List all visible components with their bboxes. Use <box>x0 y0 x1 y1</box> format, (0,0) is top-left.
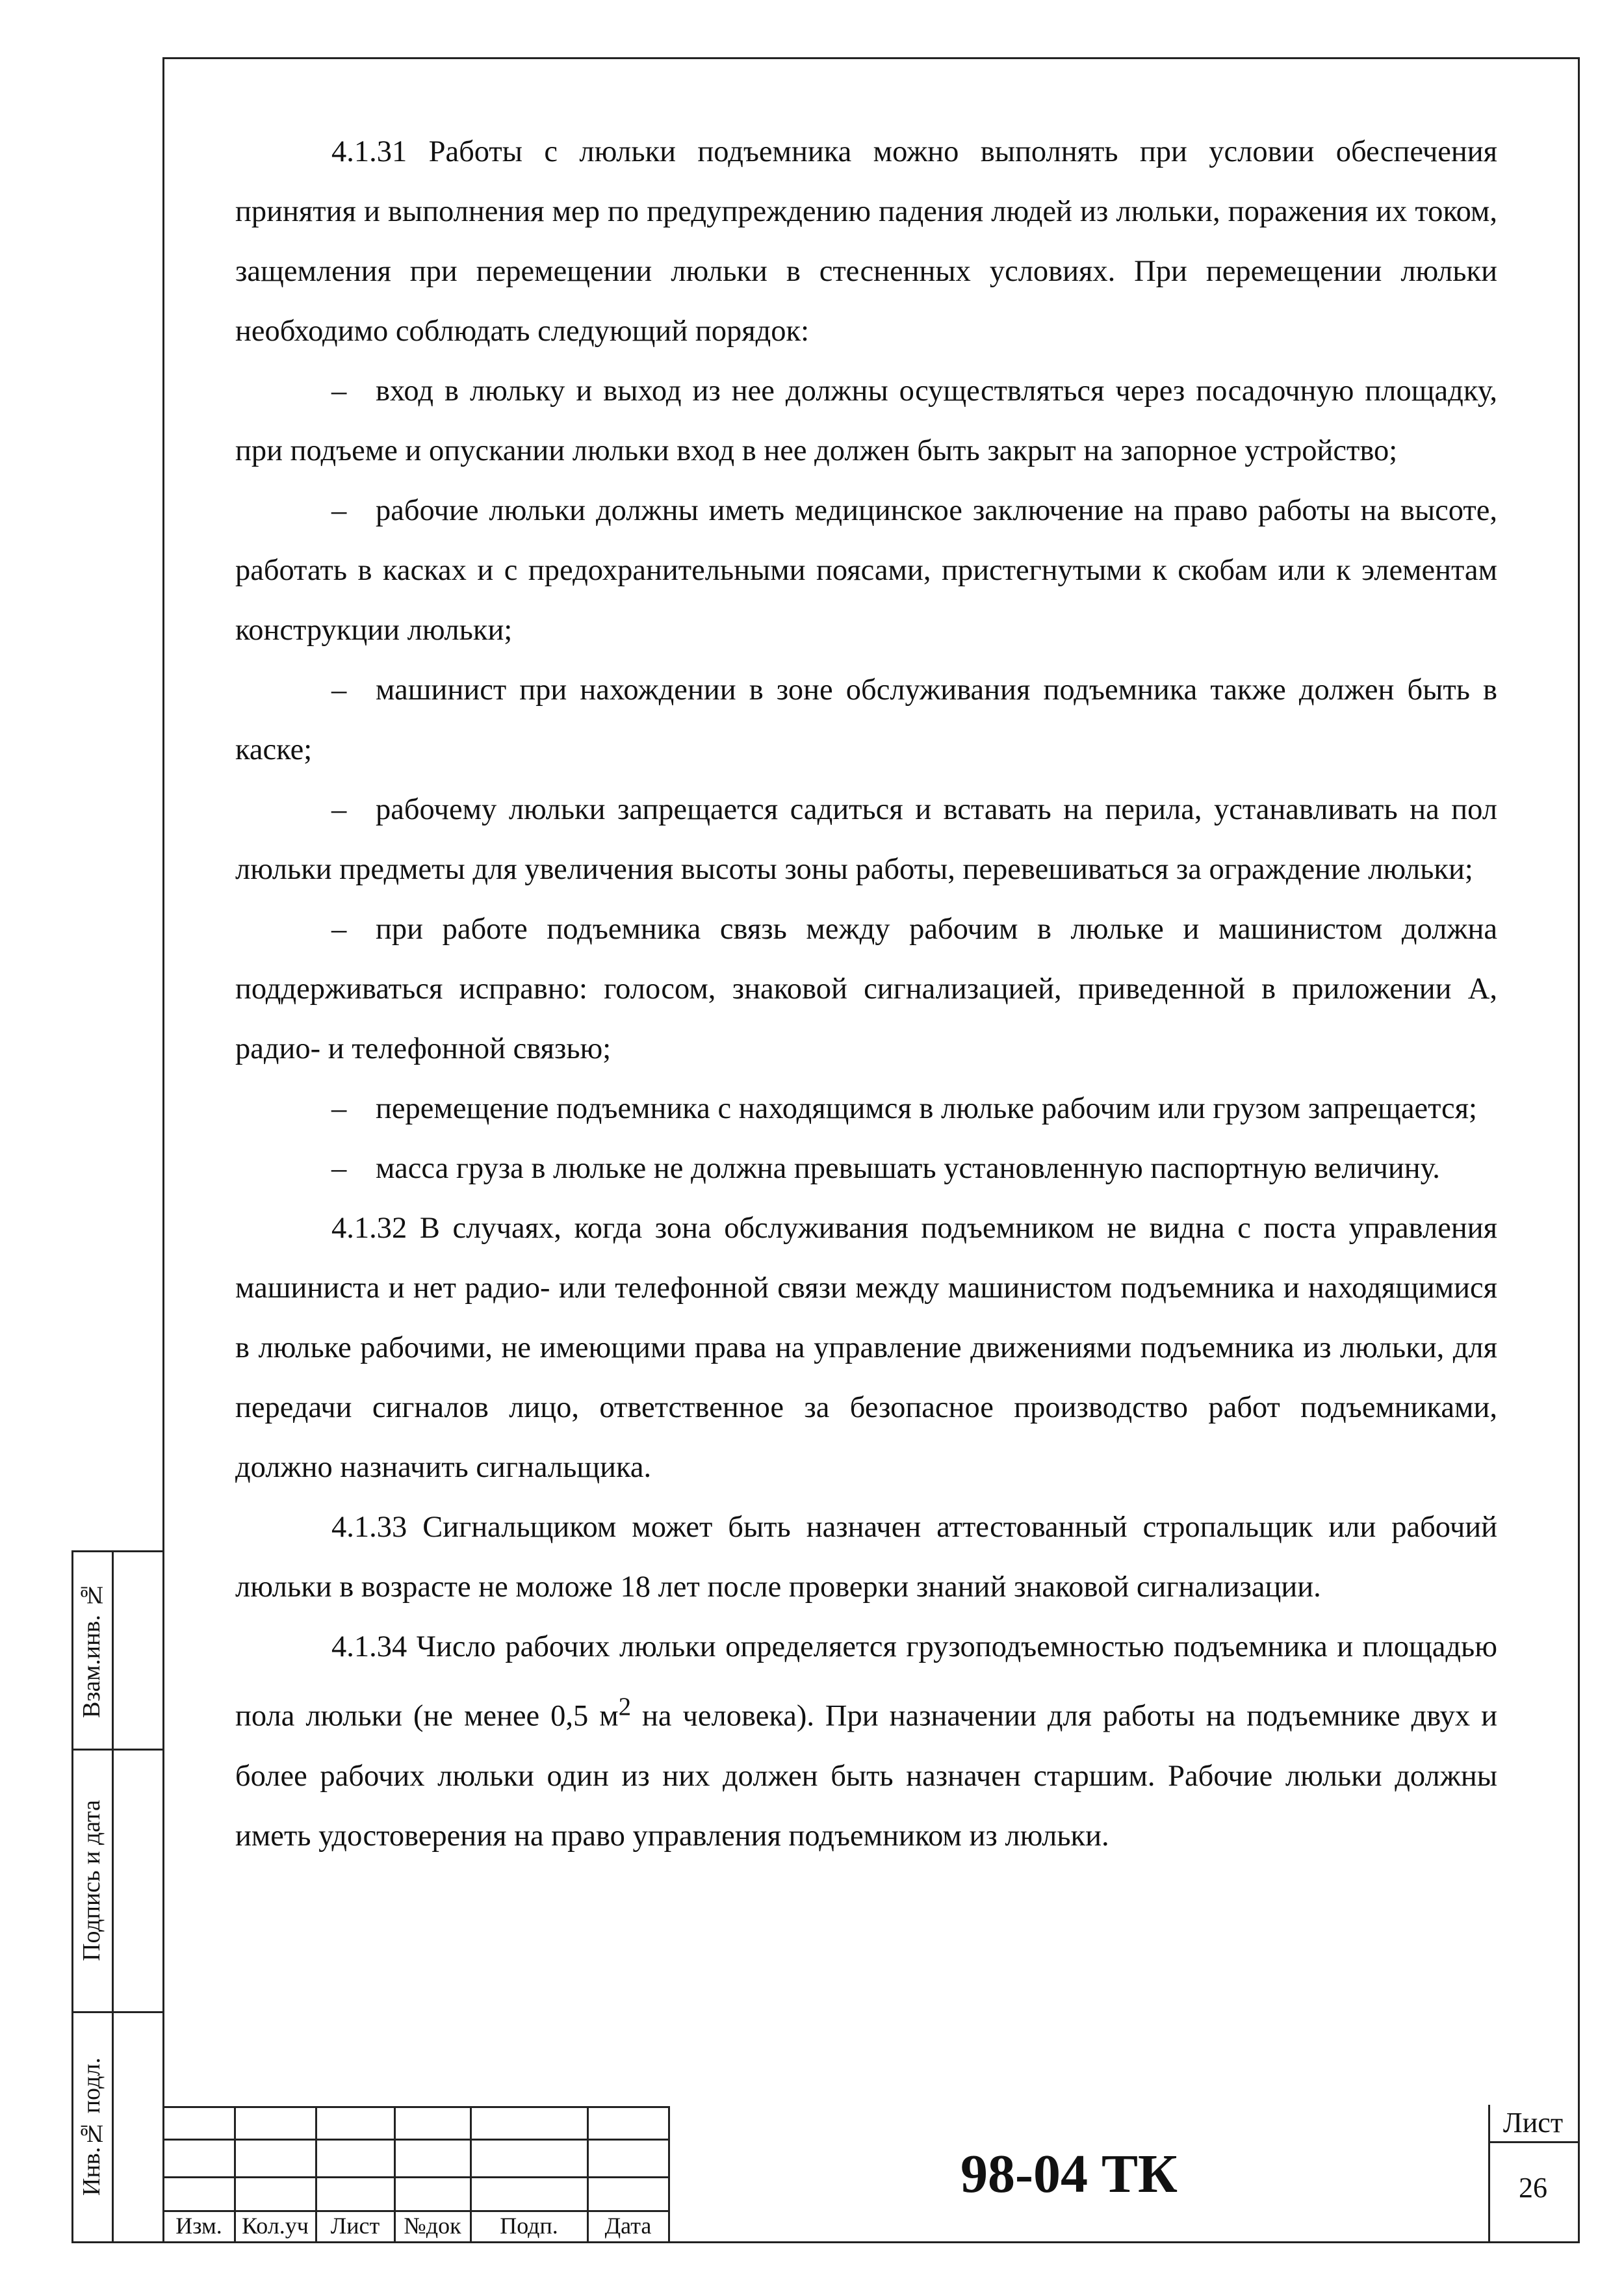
stamp-vzam-inv: Взам.инв. № <box>78 1581 105 1719</box>
sheet-number: 26 <box>1519 2172 1547 2204</box>
list-item-text: вход в люльку и выход из нее должны осуществляться через посадочную площадку, при подъеме и опускании люльки вход в нее должен быть закрыт на запорное устройство; <box>235 374 1497 467</box>
dash-marker: – <box>331 913 347 946</box>
list-item <box>235 1139 1497 1199</box>
superscript-2: 2 <box>618 1693 632 1721</box>
body-text <box>235 122 1497 1866</box>
list-item <box>235 780 1497 900</box>
list-item <box>235 361 1497 481</box>
paragraph-4-1-32: 4.1.32 В случаях, когда зона обслуживания подъемником не видна с поста управления машиниста и нет радио- или телефонной связи между машинистом подъемника и находящимися в люльке рабочими, не имеющими права на управление движениями подъемника из люльки, для передачи сигналов лицо, ответственное за безопасное производство работ подъемниками, должно назначить сигнальщика. <box>235 1212 1497 1484</box>
frame-right-border <box>1578 57 1580 2241</box>
paragraph-4-1-34 <box>235 1617 1497 1866</box>
col-kol-label: Кол.уч <box>242 2213 309 2239</box>
title-block-line <box>162 2106 668 2108</box>
list-item <box>235 481 1497 660</box>
col-ndok-label: №док <box>404 2213 461 2239</box>
col-podp-label: Подп. <box>500 2213 558 2239</box>
list-item-text: рабочему люльки запрещается садиться и вставать на перила, устанавливать на пол люльки предметы для увеличения высоты зоны работы, перевешиваться за ограждение люльки; <box>235 793 1497 886</box>
stamp-podpis-data: Подпись и дата <box>78 1799 105 1962</box>
paragraph-4-1-31: 4.1.31 Работы с люльки подъемника можно выполнять при условии обеспечения принятия и выполнения мер по предупреждению падения людей из люльки, поражения их током, защемления при перемещении люльки в стесненных условиях. При перемещении люльки необходимо соблюдать следующий порядок: <box>235 135 1497 348</box>
dash-marker: – <box>331 1092 347 1125</box>
list-item-text: рабочие люльки должны иметь медицинское заключение на право работы на высоте, работать в касках и с предохранительными поясами, пристегнутыми к скобам или к элементам конструкции люльки; <box>235 494 1497 647</box>
title-block-line <box>162 2176 668 2178</box>
dash-marker: – <box>331 1152 347 1185</box>
stamp-divider-line <box>112 1550 114 2241</box>
paragraph-4-1-33: 4.1.33 Сигнальщиком может быть назначен аттестованный стропальщик или рабочий люльки в возрасте не моложе 18 лет после проверки знаний знаковой сигнализации. <box>235 1511 1497 1604</box>
stamp-inv-podl: Инв.№ подл. <box>78 2057 105 2196</box>
dash-marker: – <box>331 374 347 408</box>
document-code: 98-04 ТК <box>960 2144 1178 2204</box>
sheet-label: Лист <box>1502 2107 1564 2139</box>
dash-marker: – <box>331 793 347 826</box>
list-item <box>235 660 1497 780</box>
frame-top-border <box>162 57 1579 59</box>
list-item-text: масса груза в люльке не должна превышать установленную паспортную величину. <box>376 1152 1440 1185</box>
frame-left-border <box>162 57 164 2243</box>
col-izm-label: Изм. <box>175 2213 222 2239</box>
dash-marker: – <box>331 494 347 527</box>
list-item-text: машинист при нахождении в зоне обслуживания подъемника также должен быть в каске; <box>235 673 1497 766</box>
paragraph-4-1-34-part1: 4.1.34 Число рабочих люльки определяется грузоподъемностью подъемника и площадью пола люльки (не менее 0,5 м <box>235 1630 1497 1733</box>
title-block-line <box>162 2139 668 2141</box>
list-item <box>235 1079 1497 1139</box>
col-data-label: Дата <box>604 2213 652 2239</box>
frame-bottom-border <box>71 2241 1580 2243</box>
list-item-text: при работе подъемника связь между рабочим в люльке и машинистом должна поддерживаться исправно: голосом, знаковой сигнализацией, приведенной в приложении А, радио- и телефонной связью; <box>235 913 1497 1065</box>
paragraph-4-1-34-part2: на человека). При назначении для работы на подъемнике двух и более рабочих люльки один из них должен быть назначен старшим. Рабочие люльки должны иметь удостоверения на право управления подъемником из люльки. <box>235 1699 1498 1853</box>
dash-marker: – <box>331 673 347 707</box>
list-item-text: перемещение подъемника с находящимся в люльке рабочим или грузом запрещается; <box>376 1092 1477 1125</box>
list-item <box>235 900 1497 1079</box>
col-list-label: Лист <box>330 2213 380 2239</box>
